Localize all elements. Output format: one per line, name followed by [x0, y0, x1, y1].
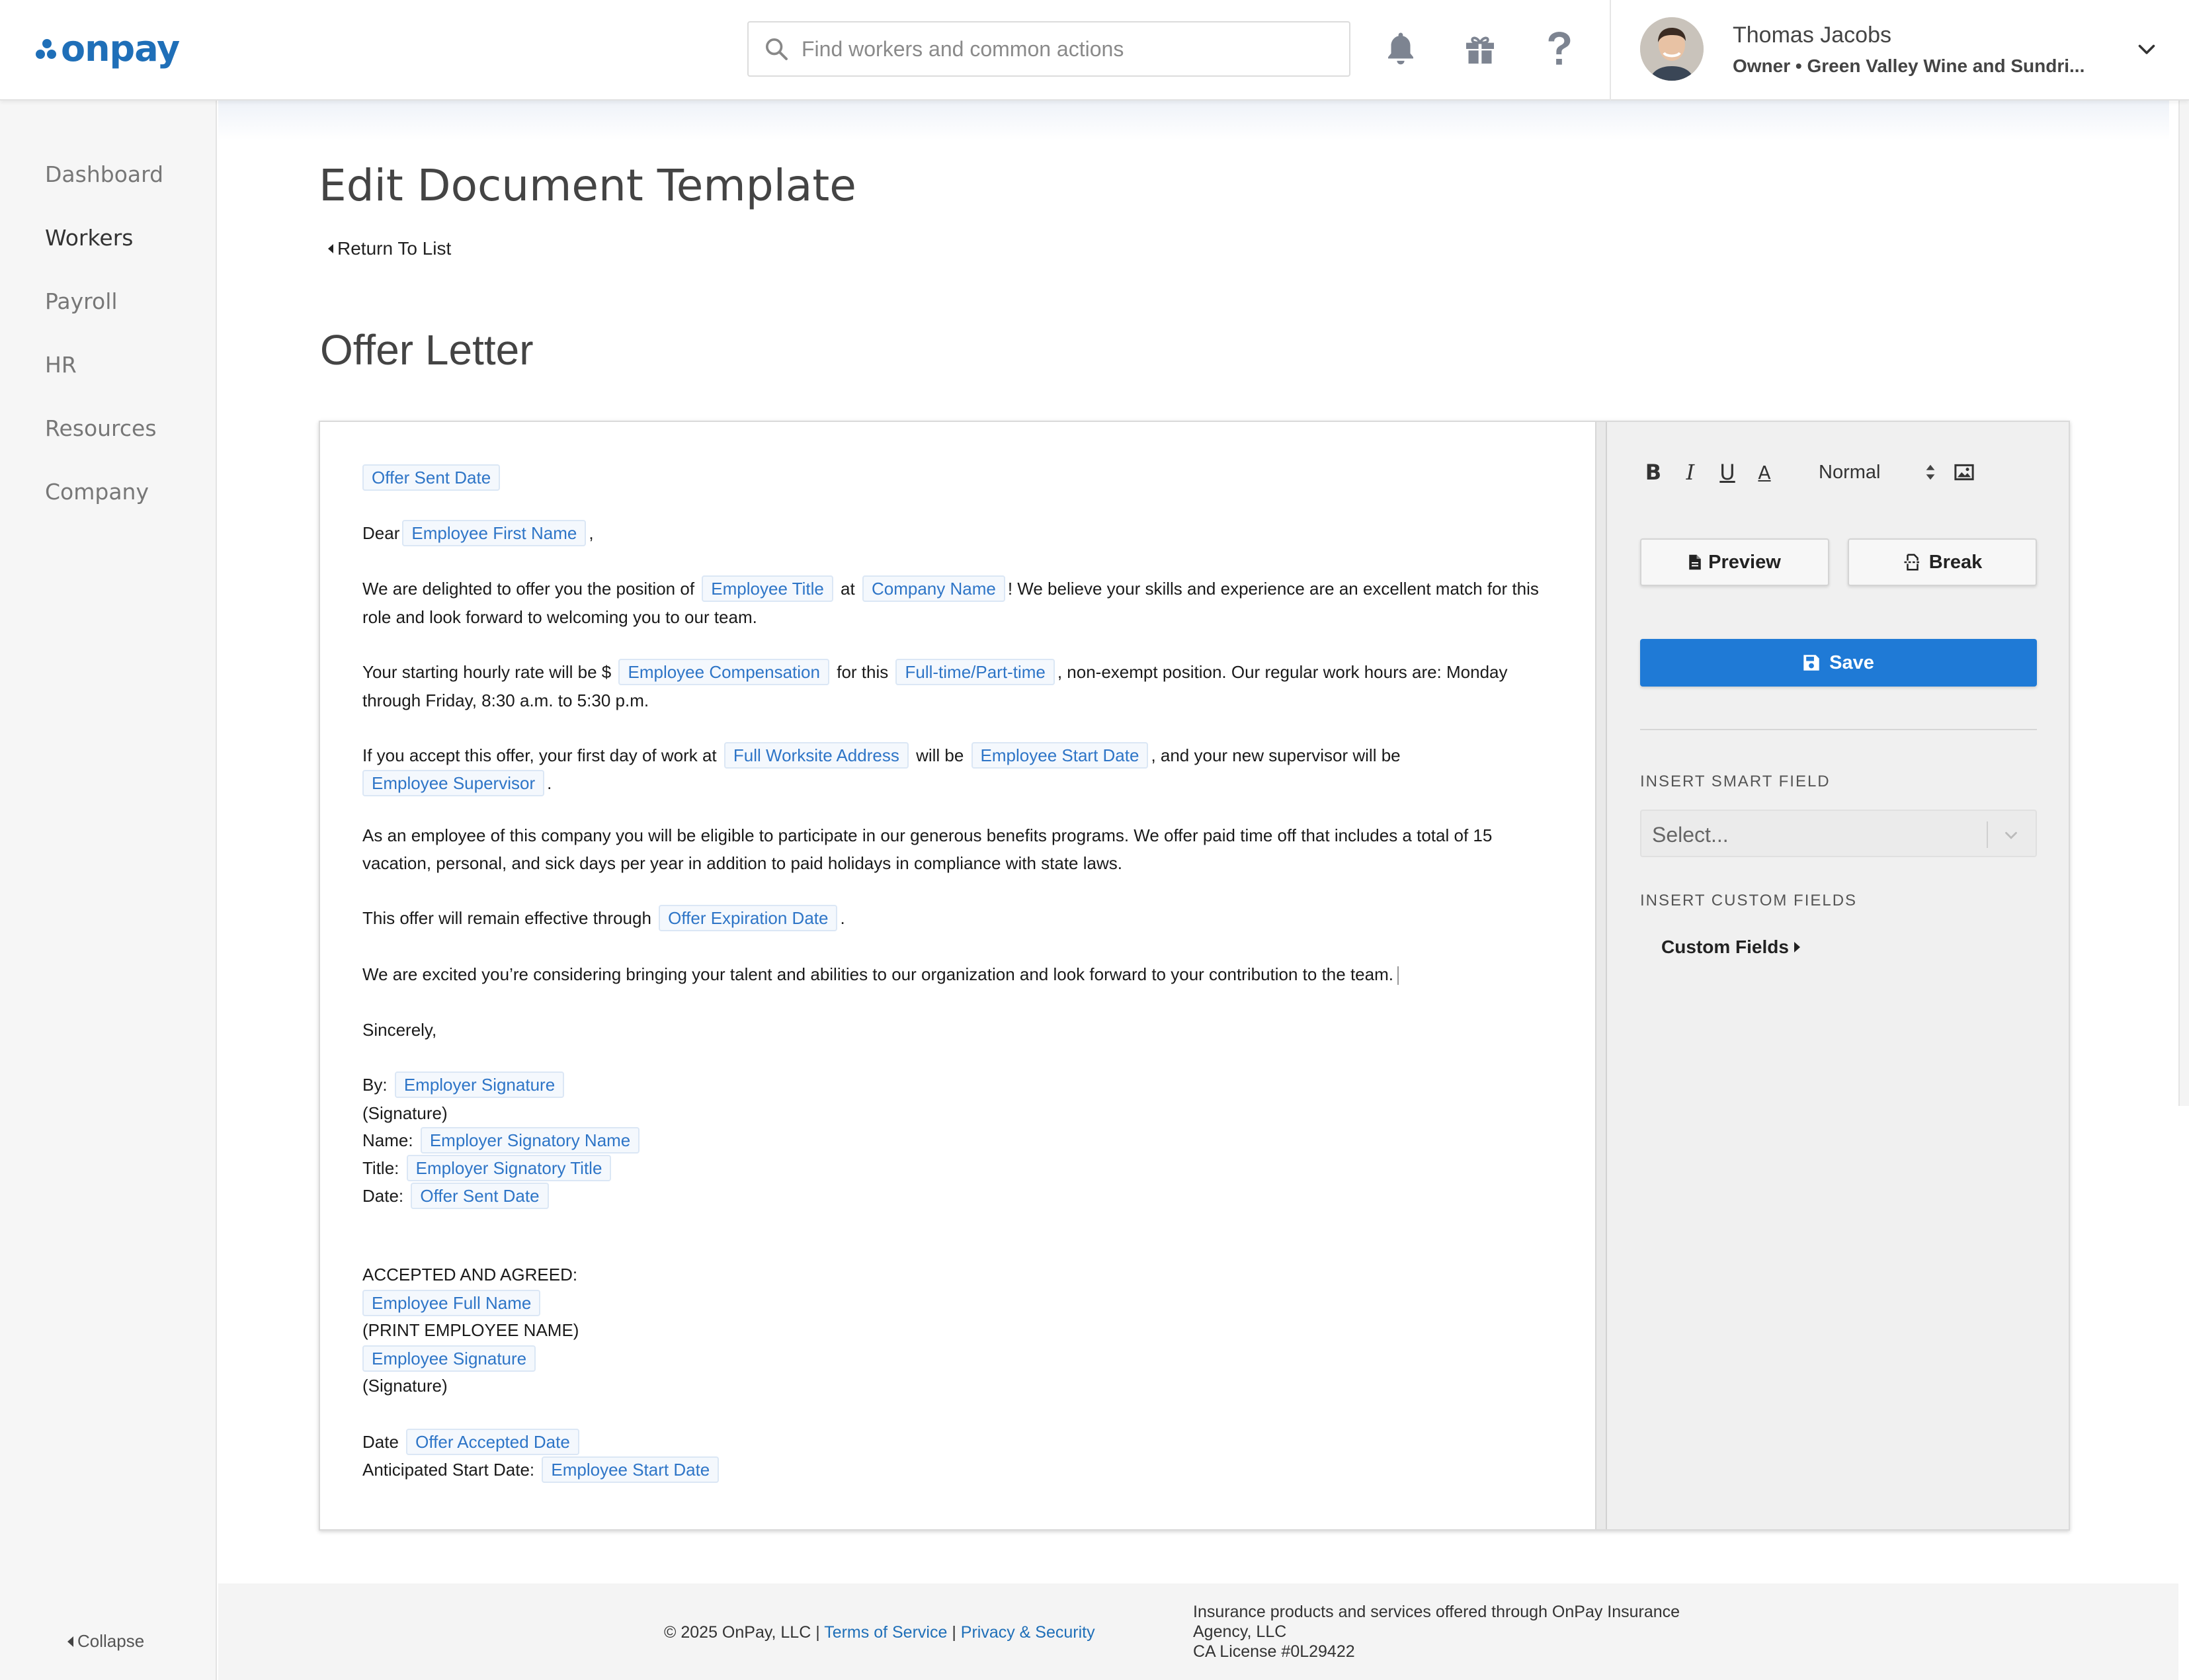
doc-text: (PRINT EMPLOYEE NAME) — [362, 1320, 579, 1340]
footer-links — [664, 1623, 1095, 1642]
doc-line — [362, 742, 1401, 769]
page-break-icon — [1903, 552, 1922, 572]
custom-fields-label: Custom Fields — [1661, 937, 1789, 957]
sidebar — [0, 101, 217, 1680]
user-name[interactable]: Thomas Jacobs — [1733, 22, 1891, 48]
doc-line — [362, 464, 503, 491]
template-editor — [319, 421, 2070, 1531]
doc-text: through Friday, 8:30 a.m. to 5:30 p.m. — [362, 691, 649, 710]
footer — [218, 1583, 2178, 1680]
sort-arrows-icon — [1925, 464, 1936, 481]
preview-label: Preview — [1708, 551, 1781, 573]
doc-line — [362, 1155, 614, 1181]
doc-line — [362, 691, 649, 711]
preview-button[interactable] — [1640, 538, 1829, 586]
doc-line — [362, 659, 1508, 685]
sidebar-item-company[interactable]: Company — [45, 479, 149, 505]
doc-text: (Signature) — [362, 1376, 448, 1396]
floppy-disk-icon — [1803, 654, 1820, 671]
bell-icon[interactable] — [1380, 28, 1422, 70]
doc-text: (Signature) — [362, 1103, 448, 1123]
doc-text: , — [589, 523, 594, 543]
doc-line — [362, 1429, 582, 1455]
doc-text: Name: — [362, 1130, 413, 1150]
smart-field-heading: INSERT SMART FIELD — [1640, 773, 1831, 790]
doc-text: We are delighted to offer you the position of — [362, 579, 695, 599]
insurance-line-1: Insurance products and services offered through OnPay Insurance — [1193, 1603, 1680, 1621]
smart-field-chip[interactable]: Employee Signature — [362, 1345, 536, 1372]
smart-field-chip[interactable]: Employee Compensation — [618, 659, 829, 685]
image-icon[interactable] — [1951, 459, 1977, 485]
doc-line — [362, 520, 594, 546]
format-select-value: Normal — [1819, 461, 1881, 483]
caret-left-icon — [328, 244, 333, 253]
page-scrollbar[interactable] — [2178, 101, 2189, 1106]
user-role[interactable]: Owner • Green Valley Wine and Sundri... — [1733, 56, 2085, 76]
smart-field-chip[interactable]: Employer Signatory Name — [421, 1127, 640, 1154]
doc-line — [362, 575, 1539, 602]
insurance-notice — [1193, 1602, 1680, 1661]
doc-line — [362, 853, 1122, 874]
italic-button[interactable]: I — [1686, 460, 1695, 485]
chevron-down-icon — [2001, 825, 2021, 845]
header-shade — [218, 101, 2169, 140]
doc-line — [362, 607, 757, 628]
document-editor[interactable] — [320, 422, 1596, 1529]
logo-text: onpay — [61, 27, 180, 69]
smart-field-chip[interactable]: Employee Start Date — [971, 742, 1149, 769]
sidebar-item-workers[interactable]: Workers — [45, 225, 134, 251]
doc-line — [362, 905, 845, 931]
logo-dots-icon — [36, 35, 58, 62]
smart-field-chip[interactable]: Employee Start Date — [542, 1456, 719, 1483]
editor-scrollbar[interactable] — [1596, 422, 1607, 1529]
doc-text: Title: — [362, 1158, 399, 1178]
doc-line — [362, 825, 1492, 846]
break-label: Break — [1928, 551, 1983, 573]
privacy-security-link[interactable]: Privacy & Security — [960, 1623, 1095, 1642]
doc-line — [362, 1103, 448, 1124]
collapse-label: Collapse — [77, 1631, 145, 1651]
chevron-down-icon[interactable] — [2135, 37, 2159, 61]
document-icon — [1688, 554, 1702, 571]
doc-text: will be — [916, 745, 964, 765]
return-label: Return To List — [337, 238, 452, 259]
document-title: Offer Letter — [320, 326, 534, 374]
custom-fields-heading: INSERT CUSTOM FIELDS — [1640, 892, 1858, 909]
doc-text: As an employee of this company you will be eligible to participate in our generous benefits programs. We offer paid time off that includes a total of 15 — [362, 825, 1493, 845]
doc-text: ACCEPTED AND AGREED: — [362, 1265, 578, 1284]
onpay-logo[interactable] — [36, 25, 179, 71]
doc-line — [362, 1265, 577, 1285]
doc-text: Dear — [362, 523, 400, 543]
smart-field-chip[interactable]: Offer Accepted Date — [406, 1429, 579, 1455]
text-color-button[interactable]: A — [1758, 461, 1771, 483]
doc-text: , and your new supervisor will be — [1151, 745, 1401, 765]
insurance-line-2: Agency, LLC — [1193, 1622, 1287, 1641]
page-title: Edit Document Template — [319, 160, 856, 211]
doc-text: This offer will remain effective through — [362, 908, 651, 928]
copyright-text: © 2025 OnPay, LLC | — [664, 1623, 820, 1642]
doc-line — [362, 1456, 722, 1483]
doc-line — [362, 1320, 579, 1341]
topbar-divider — [1610, 0, 1611, 101]
select-separator — [1987, 821, 1988, 848]
doc-line — [362, 1345, 538, 1372]
doc-line — [362, 1376, 448, 1396]
doc-text: By: — [362, 1075, 388, 1095]
doc-text: Sincerely, — [362, 1020, 437, 1040]
doc-line — [362, 1071, 567, 1098]
search-bar[interactable] — [747, 21, 1350, 77]
smart-field-chip[interactable]: Offer Sent Date — [411, 1183, 548, 1209]
sidebar-item-payroll[interactable]: Payroll — [45, 288, 118, 314]
doc-line — [362, 1127, 642, 1154]
return-to-list-link[interactable] — [328, 238, 451, 259]
doc-line — [362, 770, 552, 796]
doc-text: vacation, personal, and sick days per year in addition to paid holidays in compliance with state laws. — [362, 853, 1122, 873]
doc-text: role and look forward to welcoming you to our team. — [362, 607, 757, 627]
help-icon[interactable] — [1538, 28, 1581, 70]
smart-field-chip[interactable]: Company Name — [862, 575, 1005, 602]
doc-text: We are excited you’re considering bringing your talent and abilities to our organization and look forward to your contribution to the team. — [362, 964, 1393, 984]
smart-field-select[interactable] — [1640, 810, 2037, 857]
smart-field-placeholder: Select... — [1652, 823, 1729, 847]
doc-text: Date: — [362, 1186, 404, 1206]
sidebar-item-hr[interactable]: HR — [45, 352, 77, 378]
search-icon — [763, 36, 790, 62]
caret-right-icon — [1794, 942, 1800, 952]
tools-divider — [1640, 729, 2037, 730]
collapse-button[interactable] — [67, 1631, 144, 1652]
doc-line — [362, 964, 1399, 985]
top-bar — [0, 0, 2189, 101]
doc-text: Date — [362, 1432, 399, 1452]
smart-field-chip[interactable]: Employee Full Name — [362, 1290, 540, 1316]
custom-fields-toggle[interactable] — [1661, 937, 1800, 958]
doc-text: If you accept this offer, your first day of work at — [362, 745, 717, 765]
caret-left-icon — [67, 1636, 73, 1647]
smart-field-chip[interactable]: Employee First Name — [402, 520, 586, 546]
bold-button[interactable]: B — [1645, 460, 1662, 485]
underline-button[interactable]: U — [1719, 460, 1735, 485]
gift-icon[interactable] — [1459, 28, 1501, 70]
save-button[interactable] — [1640, 639, 2037, 687]
doc-text: ! We believe your skills and experience are an excellent match for this — [1007, 579, 1539, 599]
doc-text: at — [841, 579, 855, 599]
format-select[interactable] — [1819, 459, 1951, 485]
footer-separator: | — [952, 1623, 956, 1642]
smart-field-chip[interactable]: Employee Supervisor — [362, 770, 544, 796]
avatar[interactable] — [1640, 17, 1704, 81]
doc-line — [362, 1020, 436, 1040]
editor-tools-panel — [1607, 422, 2069, 1529]
doc-text: for this — [837, 662, 889, 682]
terms-of-service-link[interactable]: Terms of Service — [824, 1623, 948, 1642]
doc-line — [362, 1183, 552, 1209]
search-input[interactable] — [802, 37, 1331, 62]
sidebar-item-dashboard[interactable]: Dashboard — [45, 161, 164, 187]
doc-text: , non-exempt position. Our regular work hours are: Monday — [1057, 662, 1508, 682]
smart-field-chip[interactable]: Employer Signatory Title — [407, 1155, 612, 1181]
license-text: CA License #0L29422 — [1193, 1642, 1355, 1661]
doc-line — [362, 1290, 543, 1316]
save-label: Save — [1829, 651, 1874, 673]
smart-field-chip[interactable]: Full Worksite Address — [724, 742, 909, 769]
smart-field-chip[interactable]: Offer Sent Date — [362, 464, 500, 491]
text-cursor — [1397, 966, 1399, 985]
doc-text: . — [547, 773, 552, 793]
break-button[interactable] — [1848, 538, 2037, 586]
doc-text: Anticipated Start Date: — [362, 1460, 535, 1480]
doc-text: . — [840, 908, 845, 928]
smart-field-chip[interactable]: Employer Signature — [395, 1071, 564, 1098]
smart-field-chip[interactable]: Employee Title — [702, 575, 833, 602]
smart-field-chip[interactable]: Offer Expiration Date — [659, 905, 837, 931]
sidebar-item-resources[interactable]: Resources — [45, 415, 157, 441]
smart-field-chip[interactable]: Full-time/Part-time — [895, 659, 1054, 685]
doc-text: Your starting hourly rate will be $ — [362, 662, 612, 682]
